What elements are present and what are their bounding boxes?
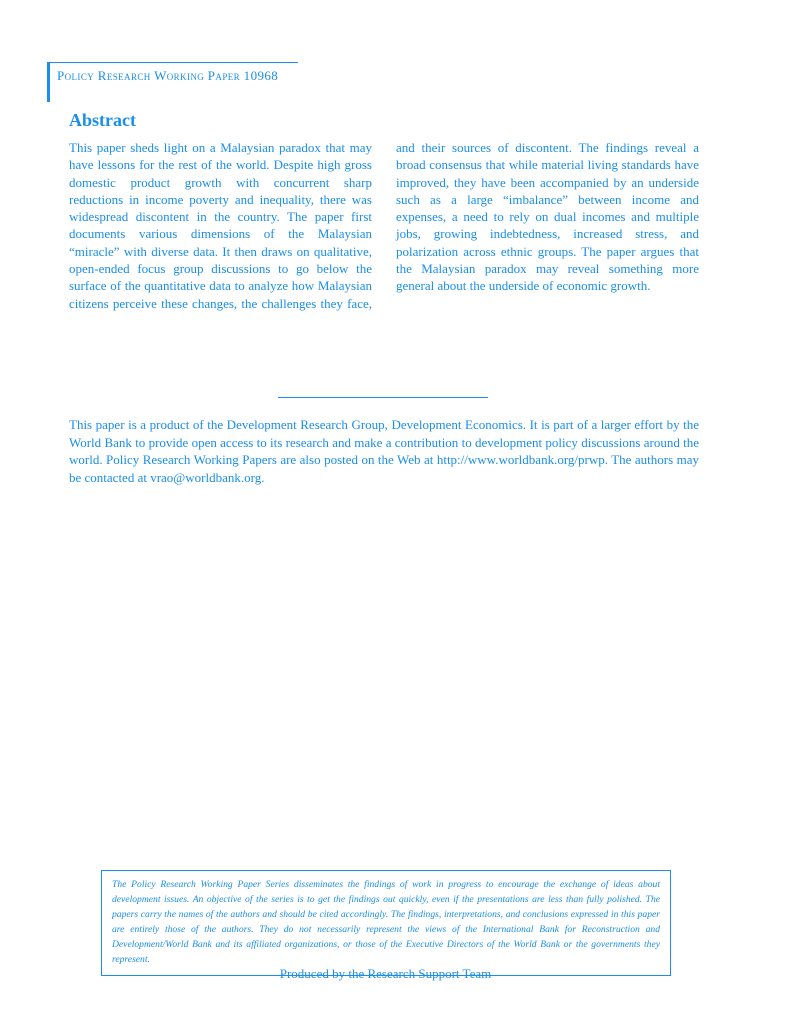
header-accent-bar — [47, 62, 50, 102]
series-title: Policy Research Working Paper 10968 — [57, 68, 279, 83]
abstract-heading: Abstract — [69, 110, 136, 130]
disclaimer-box — [101, 870, 671, 976]
footer-credit: Produced by the Research Support Team — [279, 966, 492, 981]
abstract-body: This paper sheds light on a Malaysian paradox that may have lessons for the rest of the world. Despite high gross domestic product growth with concurrent sharp reductions in income poverty and inequality, there was widespread discontent in the country. The paper first documents various dimensions of the Malaysian “miracle” with diverse data. It then draws on qualitative, open-ended focus group discussions to go below the surface of the quantitative data to analyze how Malaysian citizens perceive these changes, the challenges they face, and their sources of discontent. The findings reveal a broad consensus that while material living standards have improved, they have been accompanied by an underside such as a large “imbalance” between income and expenses, a need to rely on dual incomes and multiple jobs, growing indebtedness, increased stress, and polarization across ethnic groups. The paper argues that the Malaysian paradox may reveal something more general about the underside of economic growth. — [69, 140, 699, 311]
section-divider — [278, 397, 488, 398]
disclaimer-text: The Policy Research Working Paper Series disseminates the findings of work in progress to encourage the exchange of ideas about development issues. An objective of the series is to get the findings out quickly, even if the presentations are less than fully polished. The papers carry the names of the authors and should be cited accordingly. The findings, interpretations, and conclusions expressed in this paper are entirely those of the authors. They do not necessarily represent the views of the International Bank for Reconstruction and Development/World Bank and its affiliated organizations, or those of the Executive Directors of the World Bank or the governments they represent. — [112, 879, 660, 965]
product-note: This paper is a product of the Development Research Group, Development Economics. It is part of a larger effort by the World Bank to provide open access to its research and make a contribution to development policy discussions around the world. Policy Research Working Papers are also posted on the Web at http://www.worldbank.org/prwp. The authors may be contacted at vrao@worldbank.org. — [69, 417, 699, 485]
header-rule — [50, 62, 298, 63]
